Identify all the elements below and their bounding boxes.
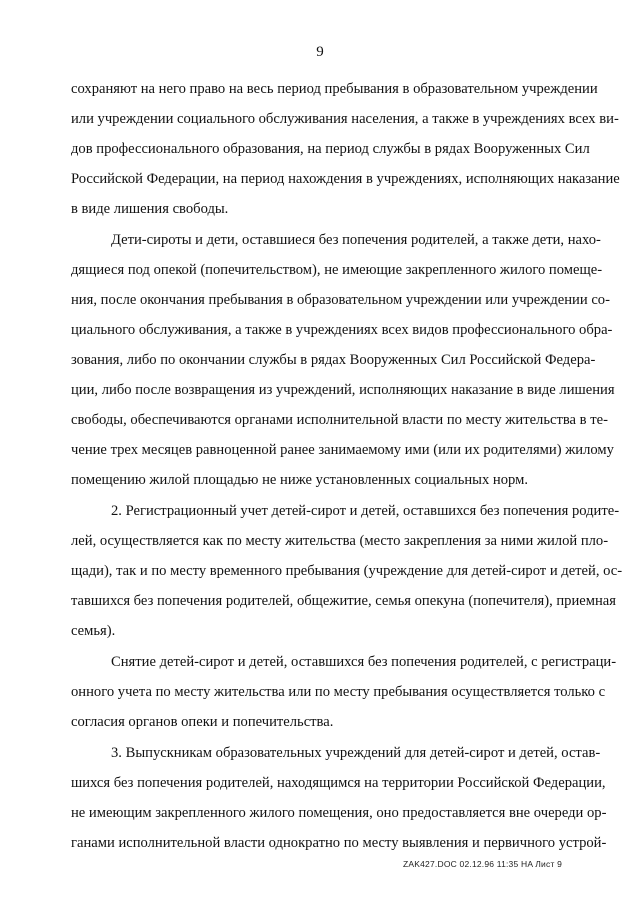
text-line: 2. Регистрационный учет детей-сирот и детей, оставшихся без попечения родите- [111,503,620,519]
text-line: дов профессионального образования, на период службы в рядах Вооруженных Сил [71,141,590,157]
text-line: в виде лишения свободы. [71,201,229,217]
text-line: онного учета по месту жительства или по месту пребывания осуществляется только с [71,684,606,700]
text-line: или учреждении социального обслуживания населения, а также в учреждениях всех ви- [71,111,619,127]
text-line: тавшихся без попечения родителей, общежитие, семья опекуна (попечителя), приемная [71,593,616,609]
page-number: 9 [316,44,324,60]
text-line: щади), так и по месту временного пребывания (учреждение для детей-сирот и детей, ос- [71,563,623,579]
text-line: зования, либо по окончании службы в рядах Вооруженных Сил Российской Федера- [71,352,596,368]
text-line: Дети-сироты и дети, оставшиеся без попечения родителей, а также дети, нахо- [111,232,601,248]
document-footer: ZAK427.DOC 02.12.96 11:35 HA Лист 9 [403,859,563,869]
text-line: ганами исполнительной власти однократно по месту выявления и первичного устрой- [71,835,607,851]
text-line: лей, осуществляется как по месту жительства (место закрепления за ними жилой пло- [71,533,609,549]
text-line: ции, либо после возвращения из учреждений, исполняющих наказание в виде лишения [71,382,615,398]
text-line: циального обслуживания, а также в учреждениях всех видов профессионального обра- [71,322,613,338]
text-line: дящиеся под опекой (попечительством), не имеющие закрепленного жилого помеще- [71,262,603,278]
text-line: шихся без попечения родителей, находящимся на территории Российской Федерации, [71,775,606,791]
text-line: не имеющим закрепленного жилого помещения, оно предоставляется вне очереди ор- [71,805,607,821]
text-line: Снятие детей-сирот и детей, оставшихся без попечения родителей, с регистраци- [111,654,617,670]
text-line: сохраняют на него право на весь период пребывания в образовательном учреждении [71,81,598,97]
text-line: семья). [71,623,116,639]
text-line: чение трех месяцев равноценной ранее занимаемому ими (или их родителями) жилому [71,442,614,458]
text-line: помещению жилой площадью не ниже установленных социальных норм. [71,472,528,488]
text-line: 3. Выпускникам образовательных учреждений для детей-сирот и детей, остав- [111,745,601,761]
text-line: согласия органов опеки и попечительства. [71,714,334,730]
text-line: свободы, обеспечиваются органами исполнительной власти по месту жительства в те- [71,412,608,428]
text-line: Российской Федерации, на период нахождения в учреждениях, исполняющих наказание [71,171,620,187]
text-line: ния, после окончания пребывания в образовательном учреждении или учреждении со- [71,292,610,308]
